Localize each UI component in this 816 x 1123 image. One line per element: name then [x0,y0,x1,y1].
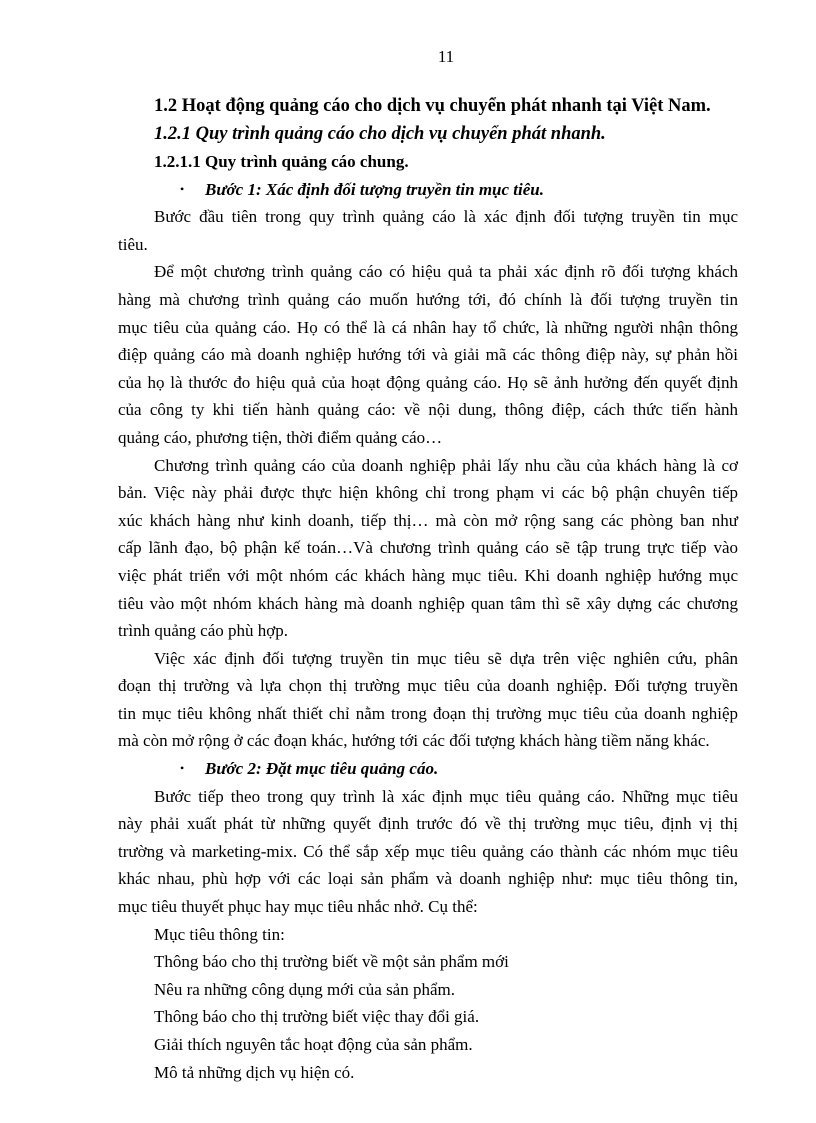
paragraph-line: Bước tiếp theo trong quy trình là xác định mục tiêu quảng cáo. Những mục tiêu [154,786,738,806]
list-item: Thông báo cho thị trường biết việc thay đổi giá. [154,1007,480,1027]
paragraph-line: mục tiêu của quảng cáo. Họ có thể là cá nhân hay tổ chức, là những người nhận thông [118,317,738,337]
paragraph-line: Việc xác định đối tượng truyền tin mục tiêu sẽ dựa trên việc nghiên cứu, phân [154,648,738,668]
paragraph-3 [118,452,738,645]
bullet-step-2 [118,755,738,783]
paragraph-4 [118,645,738,755]
list-item: Giải thích nguyên tắc hoạt động của sản phẩm. [154,1035,473,1054]
paragraph-line: điệp quảng cáo mà doanh nghiệp hướng tới và giải mã các thông điệp này, sự phản hồi [118,345,738,365]
paragraph-line: của họ là thước đo hiệu quả của hoạt động quảng cáo. Họ sẽ ảnh hưởng đến quyết định [118,372,738,392]
paragraph-line: khác nhau, phù hợp với các loại sản phẩm và doanh nghiệp như: mục tiêu thông tin, [118,869,738,889]
paragraph-2 [118,258,738,451]
paragraph-line: của công ty khi tiến hành quảng cáo: về nội dung, thông điệp, cách thức tiến hành [118,400,738,420]
bullet-step-1-text: Bước 1: Xác định đối tượng truyền tin mục tiêu. [205,179,544,199]
paragraph-line: tin mục tiêu không nhất thiết chỉ nằm trong đoạn thị trường mục tiêu của doanh nghiệp [118,703,738,723]
section-heading-1-2: 1.2 Hoạt động quảng cáo cho dịch vụ chuyển phát nhanh tại Việt Nam. [154,96,711,116]
paragraph-line: này phải xuất phát từ những quyết định trước đó về thị trường mục tiêu, định vị thị [118,814,738,834]
paragraph-line: Bước đầu tiên trong quy trình quảng cáo là xác định đối tượng truyền tin mục [154,207,738,227]
paragraph-line: bản. Việc này phải được thực hiện không chỉ trong phạm vi các bộ phận chuyên tiếp [118,483,738,503]
bullet-step-2-text: Bước 2: Đặt mục tiêu quảng cáo. [205,759,439,779]
paragraph-line: tiêu. [118,234,148,254]
paragraph-line: Để một chương trình quảng cáo có hiệu quả ta phải xác định rõ đối tượng khách [154,262,738,282]
section-heading-1-2-1-1: 1.2.1.1 Quy trình quảng cáo chung. [154,152,409,171]
bullet-icon: • [180,761,185,776]
paragraph-line: xúc khách hàng như kinh doanh, tiếp thị… mà còn mở rộng sang các phòng ban như [118,510,738,530]
paragraph-line: quảng cáo, phương tiện, thời điểm quảng cáo… [118,427,443,447]
paragraph-1 [118,203,738,258]
page-number: 11 [437,47,455,66]
bullet-step-1 [118,176,738,204]
list-item: Mô tả những dịch vụ hiện có. [154,1062,355,1082]
paragraph-line: cấp lãnh đạo, bộ phận kế toán…Và chương trình quảng cáo sẽ tập trung trực tiếp vào [118,538,738,558]
paragraph-line: Chương trình quảng cáo của doanh nghiệp phải lấy nhu cầu của khách hàng là cơ [154,455,738,475]
section-heading-1-2-1: 1.2.1 Quy trình quảng cáo cho dịch vụ chuyển phát nhanh. [154,124,606,144]
list-item: Nêu ra những công dụng mới của sản phẩm. [154,979,455,999]
paragraph-line: đoạn thị trường và lựa chọn thị trường mục tiêu của doanh nghiệp. Đối tượng truyền [118,676,738,696]
info-objectives-label: Mục tiêu thông tin: [154,924,285,944]
paragraph-line: mà còn mở rộng ở các đoạn khác, hướng tới các đối tượng khách hàng tiềm năng khác. [118,731,710,751]
list-item: Thông báo cho thị trường biết về một sản phẩm mới [154,952,509,972]
bullet-icon: • [180,181,185,196]
paragraph-line: tiêu vào một nhóm khách hàng mà doanh nghiệp quan tâm thì sẽ xây dựng các chương [118,593,738,613]
paragraph-5 [118,783,738,921]
paragraph-line: trường và marketing-mix. Có thể sắp xếp mục tiêu quảng cáo thành các nhóm mục tiêu [118,841,738,861]
page-content [118,92,738,1086]
paragraph-line: hàng mà chương trình quảng cáo muốn hướng tới, đó chính là đối tượng truyền tin [118,289,738,309]
paragraph-line: việc phát triển với một nhóm các khách hàng mục tiêu. Khi doanh nghiệp hướng mục [118,565,738,585]
paragraph-line: trình quảng cáo phù hợp. [118,621,288,641]
paragraph-line: mục tiêu thuyết phục hay mục tiêu nhắc nhở. Cụ thể: [118,897,478,917]
